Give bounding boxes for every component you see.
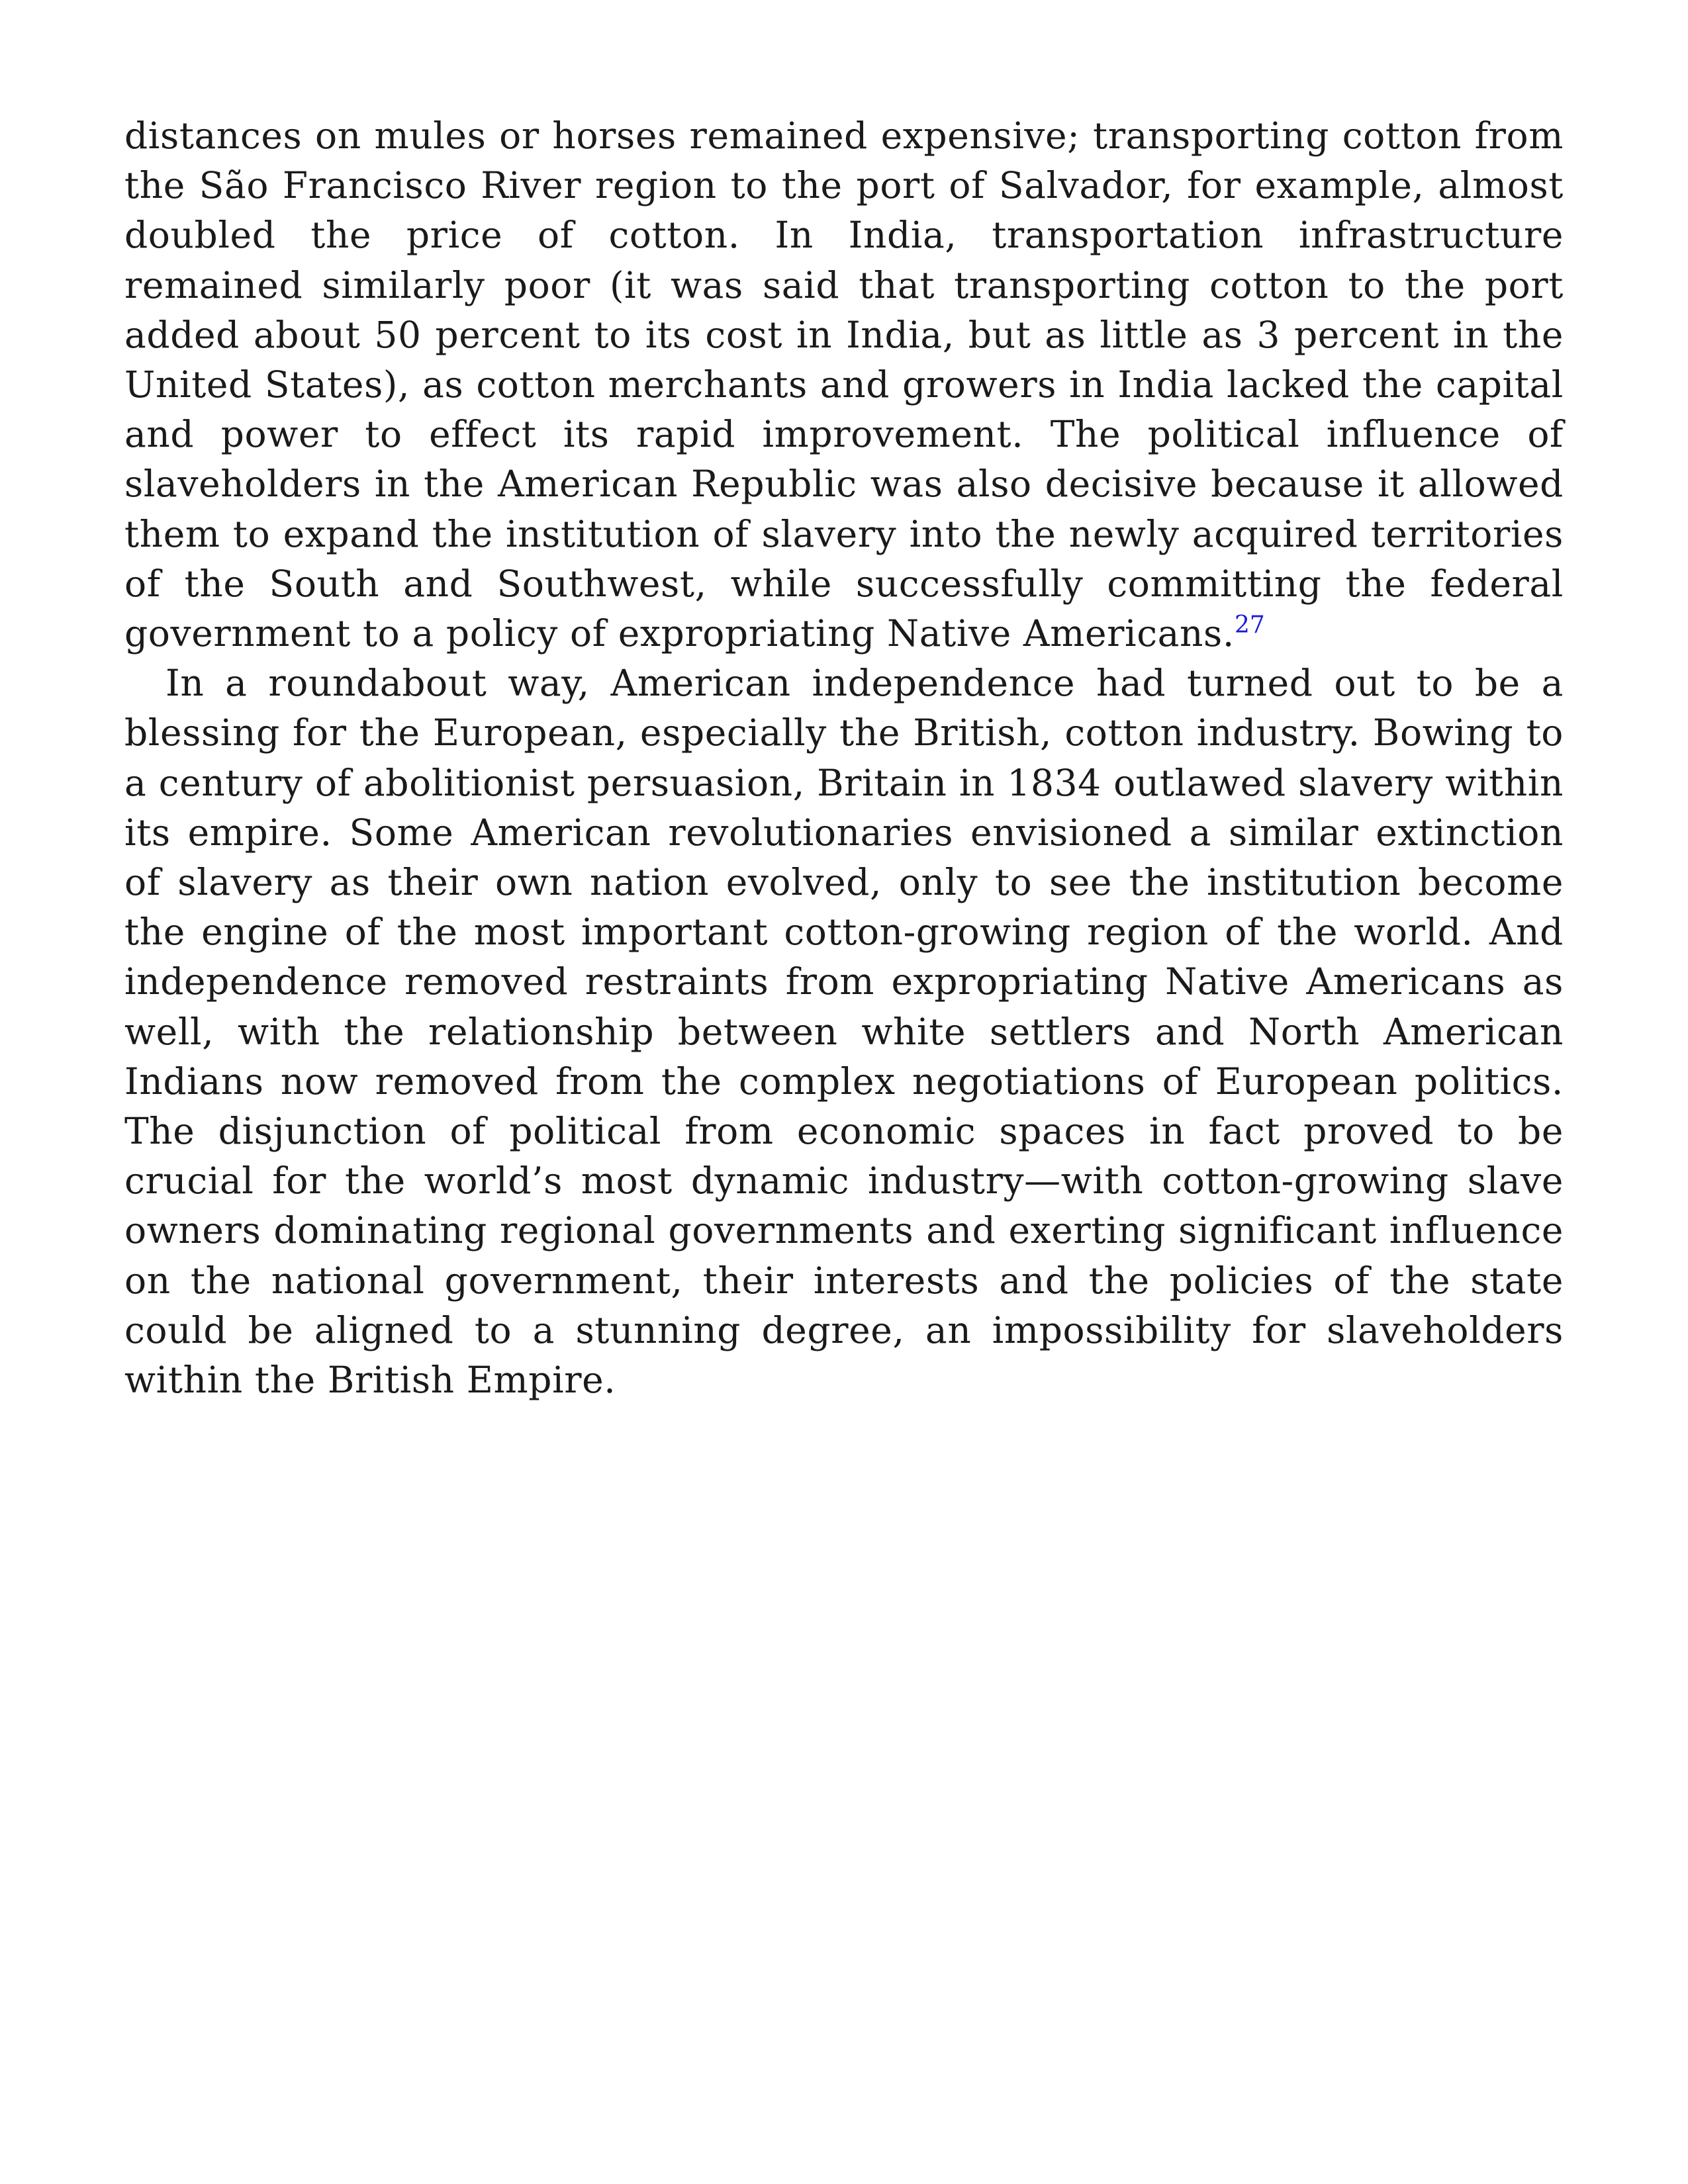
paragraph-1-text: distances on mules or horses remained expensive; transporting cotton from the São Francisco River region to the port of Salvador, for example, almost doubled the price of cotton. In India, transportation infrastructure remained similarly poor (it was said that transporting cotton to the port added about 50 percent to its cost in India, but as little as 3 percent in the United States), as cotton merchants and growers in India lacked the capital and power to effect its rapid improvement. The political influence of slaveholders in the American Republic was also decisive because it allowed them to expand the institution of slavery into the newly acquired territories of the South and Southwest, while successfully committing the federal government to a policy of expropriating Native Americans. — [124, 114, 1564, 655]
page-body — [124, 111, 1564, 1405]
footnote-reference-27[interactable]: 27 — [1234, 612, 1265, 639]
paragraph-2 — [124, 659, 1564, 1405]
paragraph-1 — [124, 111, 1564, 659]
paragraph-2-text: In a roundabout way, American independence had turned out to be a blessing for the European, especially the British, cotton industry. Bowing to a century of abolitionist persuasion, Britain in 1834 outlawed slavery within its empire. Some American revolutionaries envisioned a similar extinction of slavery as their own nation evolved, only to see the institution become the engine of the most important cotton-growing region of the world. And independence removed restraints from expropriating Native Americans as well, with the relationship between white settlers and North American Indians now removed from the complex negotiations of European politics. The disjunction of political from economic spaces in fact proved to be crucial for the world’s most dynamic industry—with cotton-growing slave owners dominating regional governments and exerting significant influence on the national government, their interests and the policies of the state could be aligned to a stunning degree, an impossibility for slaveholders within the British Empire. — [124, 662, 1564, 1402]
